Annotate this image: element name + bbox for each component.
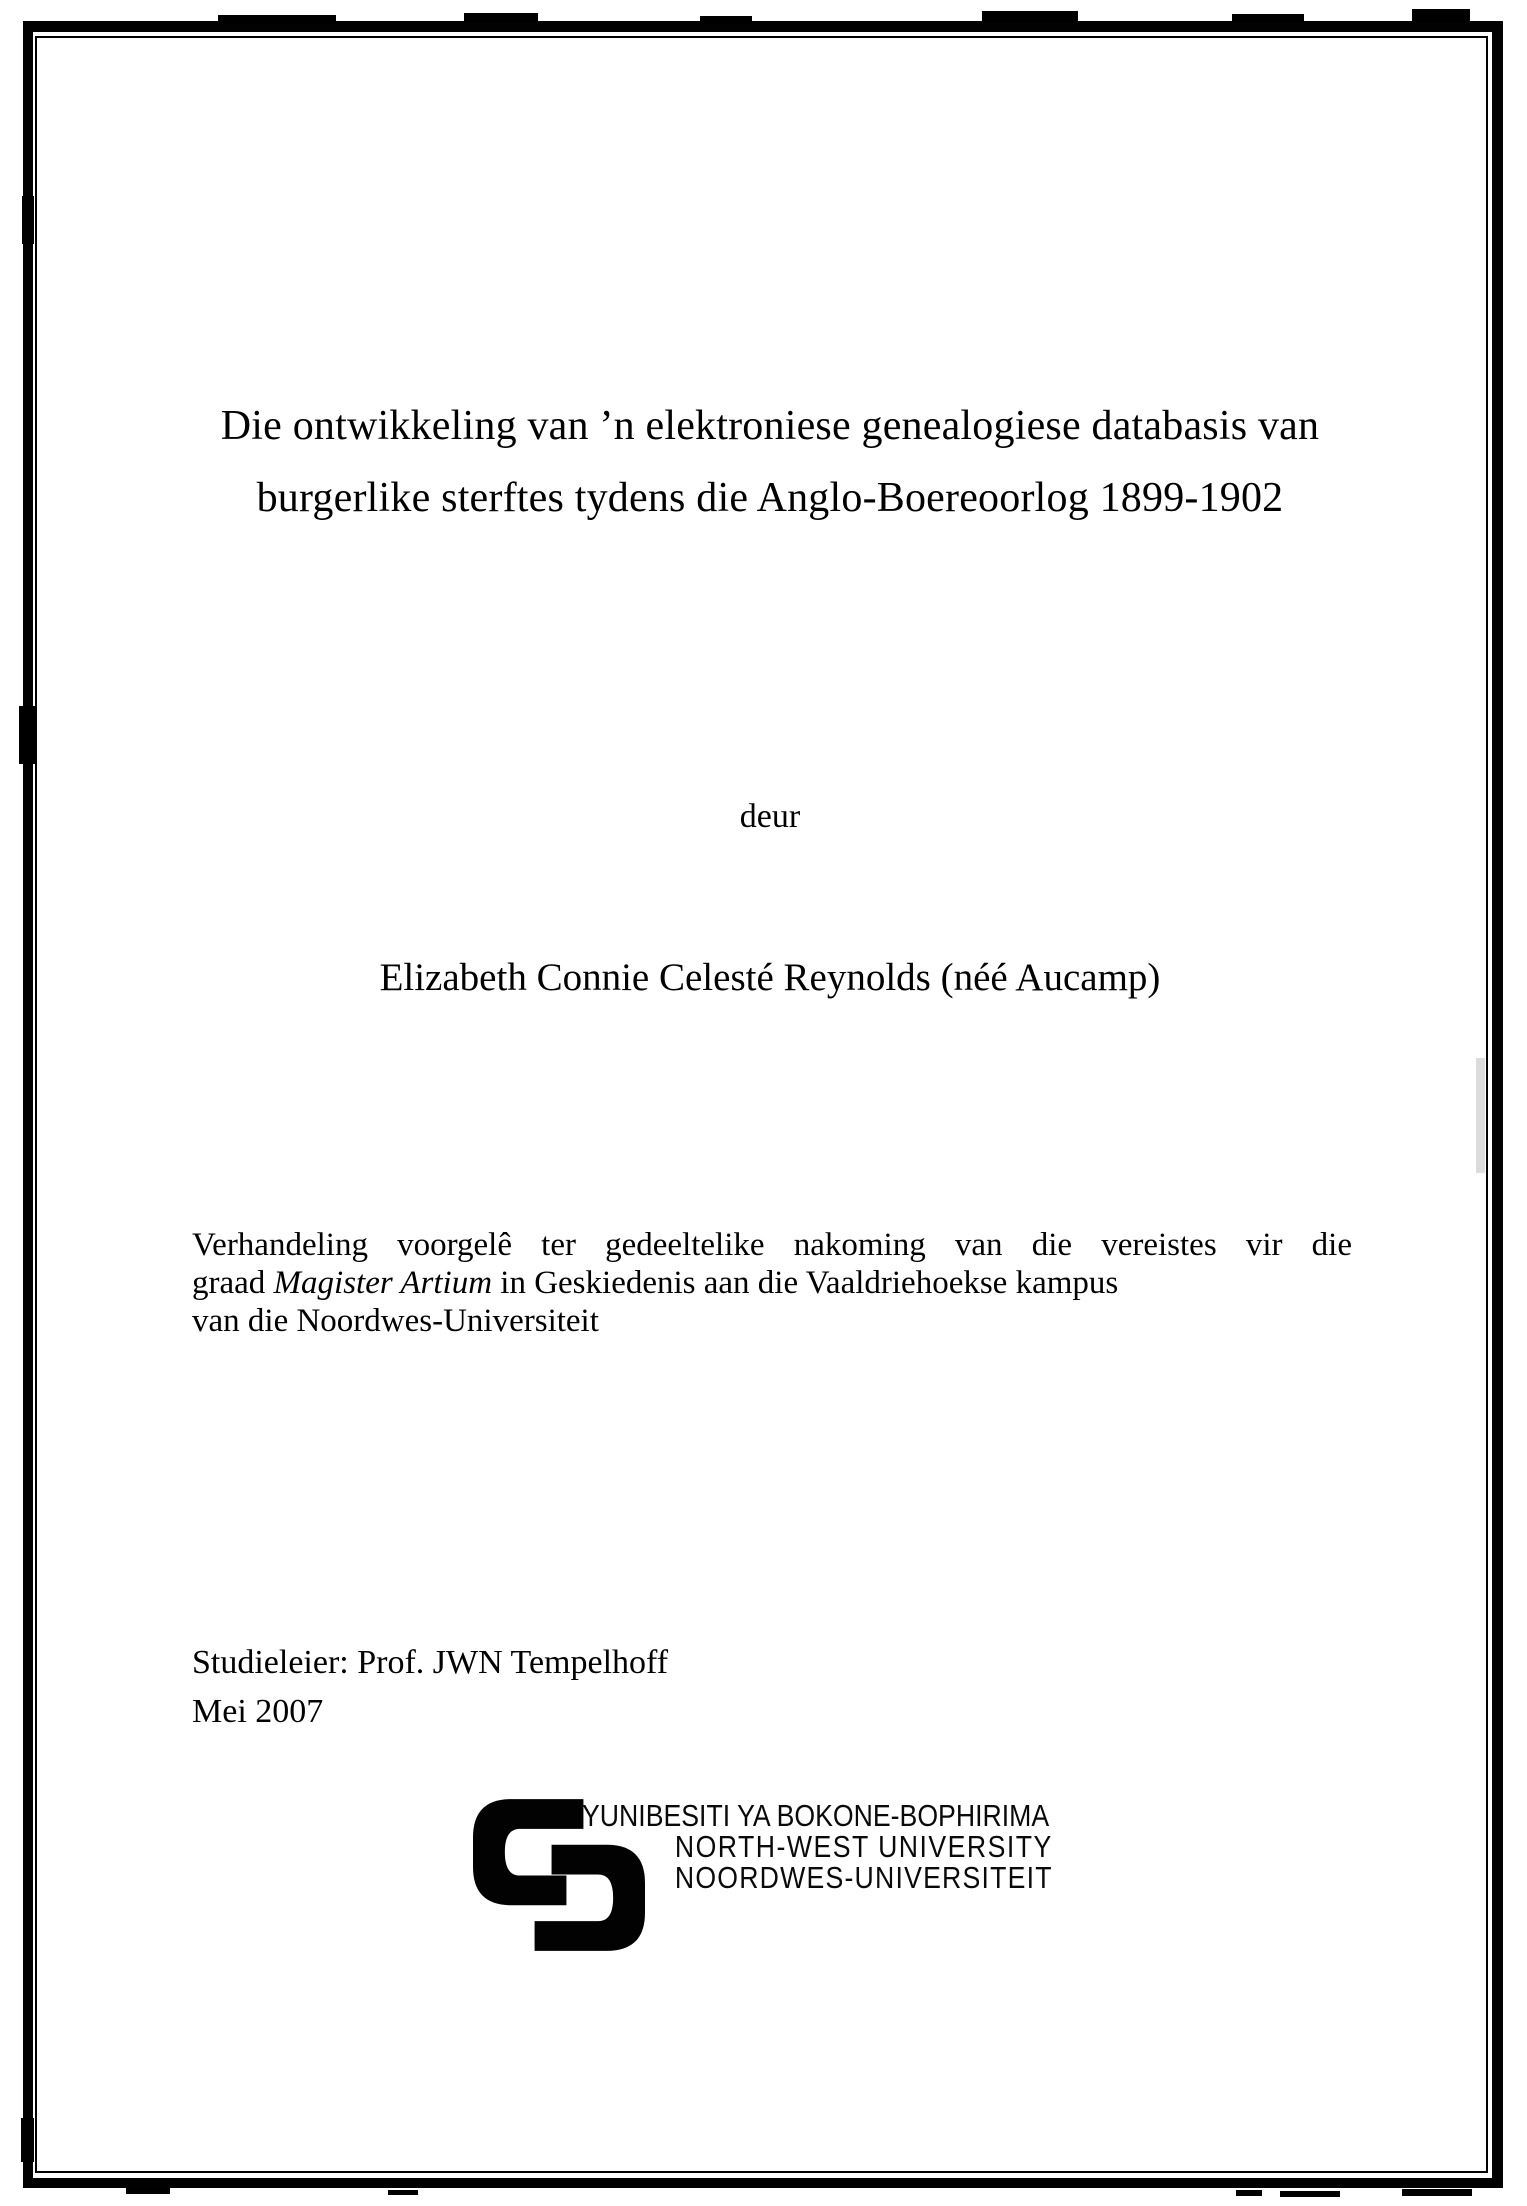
scan-artifact <box>1280 2191 1340 2197</box>
scan-artifact <box>19 706 35 764</box>
scan-artifact <box>126 2188 170 2194</box>
scan-artifact <box>22 196 34 244</box>
thesis-title-line-2: burgerlike sterftes tydens die Anglo-Boereoorlog 1899-1902 <box>256 475 1284 521</box>
scan-artifact <box>21 2118 34 2162</box>
scan-artifact <box>1232 14 1304 22</box>
scan-artifact <box>388 2190 418 2195</box>
scan-artifact <box>218 15 336 23</box>
supervisor-block <box>192 1638 1092 1736</box>
statement-line-1: Verhandeling voorgelê ter gedeeltelike nakoming van die vereistes vir die <box>192 1227 1352 1263</box>
nwu-logo-wordmark <box>582 1800 1053 1893</box>
thesis-title-line-1: Die ontwikkeling van ’n elektroniese genealogiese databasis van <box>220 403 1320 449</box>
scan-artifact <box>982 11 1078 22</box>
statement-line-2-suffix: in Geskiedenis aan die Vaaldriehoekse kampus <box>492 1265 1119 1301</box>
logo-text-afrikaans: NOORDWES-UNIVERSITEIT <box>674 1860 1053 1895</box>
scan-artifact <box>1236 2190 1262 2196</box>
byline: deur <box>739 798 801 835</box>
scan-artifact <box>1476 1058 1485 1173</box>
statement-line-2 <box>192 1264 1352 1302</box>
statement-line-2-prefix: graad <box>192 1265 274 1301</box>
logo-text-setswana: YUNIBESITI YA BOKONE-BOPHIRIMA <box>582 1798 1050 1833</box>
author-name: Elizabeth Connie Celesté Reynolds (néé Aucamp) <box>379 956 1161 999</box>
thesis-title <box>184 390 1356 534</box>
scan-artifact <box>464 13 538 22</box>
degree-name-italic: Magister Artium <box>273 1265 493 1301</box>
scan-artifact <box>1412 9 1470 22</box>
date-line: Mei 2007 <box>192 1693 324 1730</box>
degree-statement <box>192 1226 1352 1340</box>
statement-line-3: van die Noordwes-Universiteit <box>192 1303 599 1339</box>
logo-text-english: NORTH-WEST UNIVERSITY <box>674 1829 1053 1864</box>
scan-artifact <box>1402 2189 1472 2196</box>
scan-artifact <box>700 16 752 23</box>
supervisor-line: Studieleier: Prof. JWN Tempelhoff <box>192 1644 669 1681</box>
